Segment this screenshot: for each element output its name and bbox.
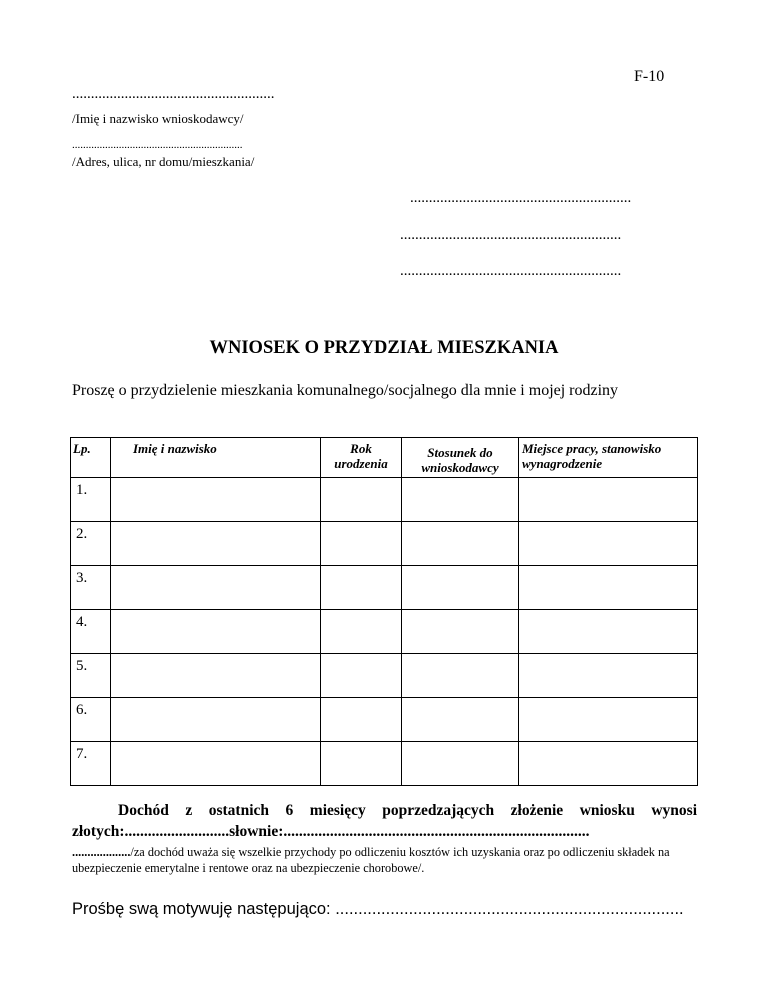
row-number: 6.: [71, 698, 111, 742]
income-statement: [72, 800, 697, 842]
birth-year-cell[interactable]: [321, 478, 402, 522]
birth-year-cell[interactable]: [321, 522, 402, 566]
applicant-address-label: /Adres, ulica, nr domu/mieszkania/: [72, 154, 255, 169]
birth-year-cell[interactable]: [321, 742, 402, 786]
applicant-address-line: ..............................................................: [72, 139, 243, 151]
header-birth-year: Rok urodzenia: [321, 438, 402, 478]
request-text: Proszę o przydzielenie mieszkania komunalnego/socjalnego dla mnie i mojej rodziny: [72, 382, 619, 399]
relation-cell[interactable]: [402, 566, 519, 610]
workplace-cell[interactable]: [519, 566, 698, 610]
row-number: 3.: [71, 566, 111, 610]
relation-cell[interactable]: [402, 478, 519, 522]
birth-year-cell[interactable]: [321, 698, 402, 742]
birth-year-cell[interactable]: [321, 654, 402, 698]
recipient-line-1: ...........................................................: [410, 190, 632, 206]
motivation-line: Prośbę swą motywuję następująco: ............................................................................: [72, 900, 684, 918]
header-workplace: Miejsce pracy, stanowisko wynagrodzenie: [519, 438, 698, 478]
name-cell[interactable]: [111, 566, 321, 610]
relation-cell[interactable]: [402, 698, 519, 742]
applicant-name-line: ......................................................: [72, 86, 275, 102]
document-title: WNIOSEK O PRZYDZIAŁ MIESZKANIA: [209, 338, 559, 358]
workplace-cell[interactable]: [519, 742, 698, 786]
table-row: [71, 610, 698, 654]
income-note: [72, 844, 697, 876]
birth-year-cell[interactable]: [321, 566, 402, 610]
relation-cell[interactable]: [402, 610, 519, 654]
income-line-2: złotych:...........................słownie:...............................................................................: [72, 823, 590, 840]
income-line-1: Dochód z ostatnich 6 miesięcy poprzedzających złożenie wniosku wynosi: [118, 802, 697, 819]
table-row: [71, 478, 698, 522]
table-header-row: [71, 438, 698, 478]
name-cell[interactable]: [111, 478, 321, 522]
name-cell[interactable]: [111, 610, 321, 654]
header-relation: Stosunek do wnioskodawcy: [402, 438, 519, 478]
row-number: 7.: [71, 742, 111, 786]
relation-cell[interactable]: [402, 654, 519, 698]
relation-cell[interactable]: [402, 522, 519, 566]
name-cell[interactable]: [111, 698, 321, 742]
workplace-cell[interactable]: [519, 654, 698, 698]
income-note-text: /za dochód uważa się wszelkie przychody po odliczeniu kosztów ich uzyskania oraz po odliczeniu składek na ubezpieczenie emerytalne i rentowe oraz na ubezpieczenie chorobowe/.: [72, 845, 670, 875]
birth-year-cell[interactable]: [321, 610, 402, 654]
name-cell[interactable]: [111, 522, 321, 566]
table-row: [71, 566, 698, 610]
workplace-cell[interactable]: [519, 698, 698, 742]
relation-cell[interactable]: [402, 742, 519, 786]
workplace-cell[interactable]: [519, 522, 698, 566]
table-row: [71, 698, 698, 742]
household-members-table: [70, 437, 698, 786]
recipient-line-3: ...........................................................: [400, 263, 622, 279]
income-dots: ...................: [72, 845, 131, 859]
name-cell[interactable]: [111, 742, 321, 786]
form-code: F-10: [634, 68, 665, 85]
table-row: [71, 522, 698, 566]
workplace-cell[interactable]: [519, 478, 698, 522]
header-name: Imię i nazwisko: [111, 438, 321, 478]
workplace-cell[interactable]: [519, 610, 698, 654]
table-row: [71, 654, 698, 698]
row-number: 5.: [71, 654, 111, 698]
header-lp: Lp.: [71, 438, 111, 478]
row-number: 2.: [71, 522, 111, 566]
row-number: 1.: [71, 478, 111, 522]
name-cell[interactable]: [111, 654, 321, 698]
recipient-line-2: ...........................................................: [400, 227, 622, 243]
row-number: 4.: [71, 610, 111, 654]
table-row: [71, 742, 698, 786]
applicant-name-label: /Imię i nazwisko wnioskodawcy/: [72, 111, 244, 126]
